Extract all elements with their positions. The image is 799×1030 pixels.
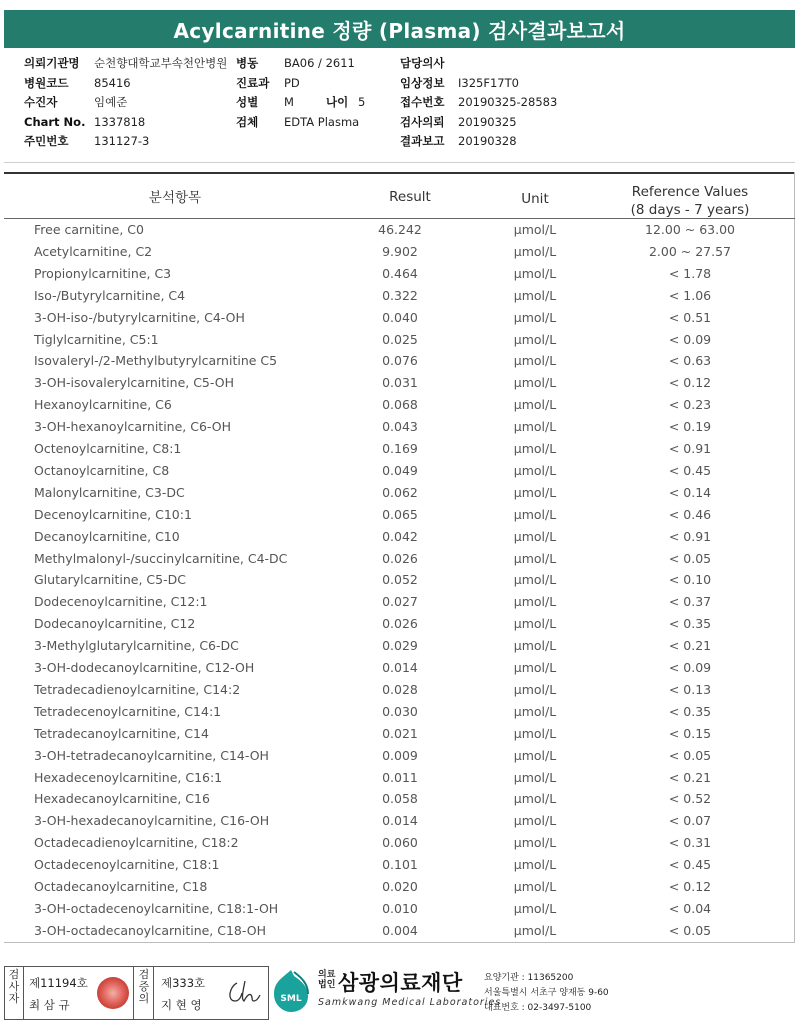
table-row <box>0 397 799 419</box>
hospital-label: 의뢰기관명 <box>24 56 80 70</box>
table-row <box>0 791 799 813</box>
specimen-label: 검체 <box>236 114 259 129</box>
result-value: 9.902 <box>382 243 418 259</box>
unit-value: μmol/L <box>513 660 557 675</box>
reference-range: < 0.91 <box>668 441 712 456</box>
unit-value: μmol/L <box>513 397 557 413</box>
unit-value: μmol/L <box>513 725 557 741</box>
reviewer-name: 지 현 영 <box>161 998 202 1012</box>
analyte-name: Malonylcarnitine, C3-DC <box>34 484 185 500</box>
signature-divider <box>133 967 134 1019</box>
receipt-value: 20190325-28583 <box>458 95 558 109</box>
org-type: 의료법인 <box>318 970 336 990</box>
reviewer-license: 제333호 <box>161 976 206 990</box>
result-value: 0.030 <box>382 703 418 719</box>
code-value: 85416 <box>94 75 131 90</box>
table-row <box>0 485 799 507</box>
analyte-name: Octadecenoylcarnitine, C18:1 <box>34 857 220 873</box>
analyte-name: Isovaleryl-/2-Methylbutyrylcarnitine C5 <box>34 353 278 369</box>
reviewer-label: 검증의 <box>138 968 150 1005</box>
id-value: 131127-3 <box>94 134 150 148</box>
ward-value: BA06 / 2611 <box>284 56 355 70</box>
org-phone: 대표번호 : 02-3497-5100 <box>484 1003 592 1013</box>
analyte-name: Dodecenoylcarnitine, C12:1 <box>34 594 208 610</box>
result-value: 0.049 <box>382 462 418 478</box>
reference-range: < 0.05 <box>668 747 712 763</box>
analyte-name: 3-OH-isovalerylcarnitine, C5-OH <box>34 375 234 391</box>
table-row <box>0 813 799 835</box>
unit-value: μmol/L <box>513 572 557 588</box>
table-row <box>0 332 799 354</box>
unit-value: μmol/L <box>513 419 557 435</box>
result-value: 0.026 <box>382 550 418 566</box>
age-label: 나이 <box>326 95 349 109</box>
analyte-name: Tetradecadienoylcarnitine, C14:2 <box>34 681 241 697</box>
result-value: 0.028 <box>382 681 418 697</box>
unit-value: μmol/L <box>513 243 557 259</box>
reference-range: < 0.15 <box>668 725 712 741</box>
reference-range: < 0.21 <box>668 769 712 785</box>
reference-range: < 0.09 <box>668 660 712 675</box>
reference-range: < 0.12 <box>668 375 712 391</box>
header-unit: Unit <box>521 191 549 207</box>
result-value: 0.020 <box>382 879 418 894</box>
unit-value: μmol/L <box>513 703 557 719</box>
analyte-name: Octadecadienoylcarnitine, C18:2 <box>34 835 239 851</box>
receipt-label: 접수번호 <box>400 95 445 109</box>
unit-value: μmol/L <box>513 791 557 807</box>
unit-value: μmol/L <box>513 879 557 894</box>
result-value: 0.169 <box>382 441 418 456</box>
unit-value: μmol/L <box>513 900 557 916</box>
analyte-name: Tetradecanoylcarnitine, C14 <box>34 725 209 741</box>
reference-range: < 0.35 <box>668 703 712 719</box>
unit-value: μmol/L <box>513 857 557 873</box>
table-row <box>0 726 799 748</box>
receiver-value: 임예준 <box>94 95 128 109</box>
unit-value: μmol/L <box>513 506 557 522</box>
analyte-name: 3-OH-iso-/butyrylcarnitine, C4-OH <box>34 309 245 325</box>
org-address: 서울특별시 서초구 양재동 9-60 <box>484 988 609 998</box>
table-row <box>0 770 799 792</box>
unit-value: μmol/L <box>513 616 557 632</box>
unit-value: μmol/L <box>513 484 557 500</box>
analyte-name: Hexanoylcarnitine, C6 <box>34 397 172 413</box>
dept-label: 진료과 <box>236 75 270 90</box>
tester-license: 제11194호 <box>29 976 88 990</box>
result-value: 0.065 <box>382 506 418 522</box>
analyte-name: Acetylcarnitine, C2 <box>34 243 153 259</box>
dept-value: PD <box>284 75 300 90</box>
reference-range: < 1.06 <box>668 287 712 303</box>
chart-value: 1337818 <box>94 114 146 129</box>
unit-value: μmol/L <box>513 309 557 325</box>
unit-value: μmol/L <box>513 441 557 456</box>
unit-value: μmol/L <box>513 462 557 478</box>
reference-range: < 0.91 <box>668 528 712 544</box>
reference-range: < 0.31 <box>668 835 712 851</box>
result-value: 0.060 <box>382 835 418 851</box>
reference-range: < 0.19 <box>668 419 712 435</box>
table-bottom-border <box>4 942 795 943</box>
org-name: 삼광의료재단 <box>338 971 463 995</box>
analyte-name: Tiglylcarnitine, C5:1 <box>34 331 159 347</box>
divider <box>4 162 795 163</box>
reference-range: < 0.45 <box>668 462 712 478</box>
result-value: 0.014 <box>382 660 418 675</box>
reviewer-signature-icon <box>223 977 263 1009</box>
analyte-name: Octadecanoylcarnitine, C18 <box>34 879 208 894</box>
analyte-name: Decenoylcarnitine, C10:1 <box>34 506 192 522</box>
reference-range: < 0.09 <box>668 331 712 347</box>
header-result: Result <box>389 189 431 205</box>
result-value: 0.040 <box>382 309 418 325</box>
analyte-name: Propionylcarnitine, C3 <box>34 265 172 281</box>
logo-text: SML <box>280 994 302 1004</box>
header-reference <box>595 183 785 219</box>
analyte-name: 3-OH-hexadecanoylcarnitine, C16-OH <box>34 813 270 829</box>
result-value: 0.068 <box>382 397 418 413</box>
header-divider <box>4 218 795 219</box>
table-row <box>0 463 799 485</box>
result-value: 0.021 <box>382 725 418 741</box>
unit-value: μmol/L <box>513 813 557 829</box>
unit-value: μmol/L <box>513 287 557 303</box>
report-date-value: 20190328 <box>458 134 517 148</box>
analyte-name: Tetradecenoylcarnitine, C14:1 <box>34 703 222 719</box>
patient-info-col2 <box>236 54 365 132</box>
signature-divider <box>23 967 24 1019</box>
analyte-name: 3-OH-tetradecanoylcarnitine, C14-OH <box>34 747 269 763</box>
reference-range: < 0.23 <box>668 397 712 413</box>
result-value: 0.011 <box>382 769 418 785</box>
result-value: 0.029 <box>382 638 418 654</box>
reference-range: < 0.05 <box>668 922 712 938</box>
header-item: 분석항목 <box>148 190 202 206</box>
result-value: 0.004 <box>382 922 418 938</box>
table-row <box>0 353 799 375</box>
unit-value: μmol/L <box>513 835 557 851</box>
table-row <box>0 748 799 770</box>
table-row <box>0 375 799 397</box>
table-row <box>0 682 799 704</box>
analyte-name: Hexadecenoylcarnitine, C16:1 <box>34 769 223 785</box>
reference-range: < 0.13 <box>668 681 712 697</box>
reference-range: < 0.10 <box>668 572 712 588</box>
reference-range: < 0.46 <box>668 506 712 522</box>
org-code: 요양기관 : 11365200 <box>484 973 574 983</box>
analyte-name: 3-OH-octadecenoylcarnitine, C18:1-OH <box>34 900 279 916</box>
analyte-name: Methylmalonyl-/succinylcarnitine, C4-DC <box>34 550 288 566</box>
table-row <box>0 529 799 551</box>
request-value: 20190325 <box>458 114 517 129</box>
sml-logo-icon <box>272 968 310 1014</box>
unit-value: μmol/L <box>513 550 557 566</box>
unit-value: μmol/L <box>513 375 557 391</box>
result-value: 0.043 <box>382 419 418 435</box>
result-value: 0.058 <box>382 791 418 807</box>
specimen-value: EDTA Plasma <box>284 114 360 129</box>
reference-range: < 0.07 <box>668 813 712 829</box>
analyte-name: Dodecanoylcarnitine, C12 <box>34 616 196 632</box>
org-english-name: Samkwang Medical Laboratories <box>318 997 502 1008</box>
table-row <box>0 419 799 441</box>
unit-value: μmol/L <box>513 769 557 785</box>
table-row <box>0 507 799 529</box>
result-value: 0.052 <box>382 572 418 588</box>
analyte-name: 3-OH-octadecanoylcarnitine, C18-OH <box>34 922 266 938</box>
tester-seal-icon <box>97 977 129 1009</box>
unit-value: μmol/L <box>513 222 557 237</box>
tester-name: 최 삼 규 <box>29 998 70 1012</box>
reference-range: < 1.78 <box>668 265 712 281</box>
reference-range: < 0.63 <box>668 353 712 369</box>
id-label: 주민번호 <box>24 134 69 148</box>
table-row <box>0 288 799 310</box>
reference-range: < 0.14 <box>668 484 712 500</box>
analyte-name: Hexadecanoylcarnitine, C16 <box>34 791 210 807</box>
reference-range: < 0.45 <box>668 857 712 873</box>
analyte-name: Octenoylcarnitine, C8:1 <box>34 441 182 456</box>
reference-range: < 0.35 <box>668 616 712 632</box>
age-value: 5 <box>358 95 366 109</box>
result-value: 0.026 <box>382 616 418 632</box>
table-row <box>0 244 799 266</box>
analyte-name: Free carnitine, C0 <box>34 222 144 237</box>
table-row <box>0 441 799 463</box>
analyte-name: 3-OH-dodecanoylcarnitine, C12-OH <box>34 660 255 675</box>
header-reference-range: (8 days - 7 years) <box>630 202 750 218</box>
table-row <box>0 660 799 682</box>
reference-range: 2.00 ~ 27.57 <box>648 243 732 259</box>
table-row <box>0 572 799 594</box>
analyte-name: Octanoylcarnitine, C8 <box>34 462 170 478</box>
reference-range: < 0.05 <box>668 550 712 566</box>
unit-value: μmol/L <box>513 922 557 938</box>
patient-info-col3 <box>400 54 557 152</box>
analyte-name: 3-Methylglutarylcarnitine, C6-DC <box>34 638 239 654</box>
table-row <box>0 835 799 857</box>
report-date-label: 결과보고 <box>400 134 445 148</box>
unit-value: μmol/L <box>513 747 557 763</box>
analyte-name: Iso-/Butyrylcarnitine, C4 <box>34 287 186 303</box>
signature-divider <box>153 967 154 1019</box>
clinical-value: I325F17T0 <box>458 75 519 90</box>
unit-value: μmol/L <box>513 331 557 347</box>
table-row <box>0 879 799 901</box>
result-value: 0.009 <box>382 747 418 763</box>
reference-range: 12.00 ~ 63.00 <box>645 222 735 237</box>
unit-value: μmol/L <box>513 594 557 610</box>
result-value: 46.242 <box>378 222 422 237</box>
table-row <box>0 551 799 573</box>
result-value: 0.322 <box>382 287 418 303</box>
result-value: 0.464 <box>382 265 418 281</box>
sex-value: M <box>284 95 294 109</box>
result-value: 0.042 <box>382 528 418 544</box>
table-row <box>0 616 799 638</box>
table-row <box>0 704 799 726</box>
reference-range: < 0.52 <box>668 791 712 807</box>
unit-value: μmol/L <box>513 265 557 281</box>
unit-value: μmol/L <box>513 681 557 697</box>
result-value: 0.014 <box>382 813 418 829</box>
table-row <box>0 638 799 660</box>
analyte-name: Glutarylcarnitine, C5-DC <box>34 572 186 588</box>
reference-range: < 0.12 <box>668 879 712 894</box>
result-value: 0.027 <box>382 594 418 610</box>
reference-range: < 0.04 <box>668 900 712 916</box>
result-value: 0.076 <box>382 353 418 369</box>
unit-value: μmol/L <box>513 353 557 369</box>
header-reference-title: Reference Values <box>631 184 749 200</box>
table-row <box>0 310 799 332</box>
patient-info-col1 <box>24 54 227 152</box>
receiver-label: 수진자 <box>24 95 58 109</box>
sex-label: 성별 <box>236 95 259 109</box>
tester-label: 검사자 <box>8 968 20 1005</box>
clinical-label: 임상정보 <box>400 75 445 90</box>
table-row <box>0 857 799 879</box>
analyte-name: 3-OH-hexanoylcarnitine, C6-OH <box>34 419 232 435</box>
doctor-label: 담당의사 <box>400 56 445 70</box>
table-row <box>0 594 799 616</box>
chart-label: Chart No. <box>24 114 86 129</box>
hospital-value: 순천향대학교부속천안병원 <box>94 56 228 70</box>
reference-range: < 0.51 <box>668 309 712 325</box>
result-value: 0.010 <box>382 900 418 916</box>
result-value: 0.062 <box>382 484 418 500</box>
table-top-border <box>4 172 795 174</box>
unit-value: μmol/L <box>513 528 557 544</box>
table-row <box>0 901 799 923</box>
table-row <box>0 266 799 288</box>
unit-value: μmol/L <box>513 638 557 654</box>
request-label: 검사의뢰 <box>400 114 445 129</box>
report-title: Acylcarnitine 정량 (Plasma) 검사결과보고서 <box>4 10 795 48</box>
reference-range: < 0.37 <box>668 594 712 610</box>
signature-box <box>4 966 269 1020</box>
ward-label: 병동 <box>236 56 259 70</box>
result-value: 0.031 <box>382 375 418 391</box>
reference-range: < 0.21 <box>668 638 712 654</box>
code-label: 병원코드 <box>24 75 69 90</box>
table-row <box>0 222 799 244</box>
result-value: 0.025 <box>382 331 418 347</box>
analyte-name: Decanoylcarnitine, C10 <box>34 528 180 544</box>
result-value: 0.101 <box>382 857 418 873</box>
